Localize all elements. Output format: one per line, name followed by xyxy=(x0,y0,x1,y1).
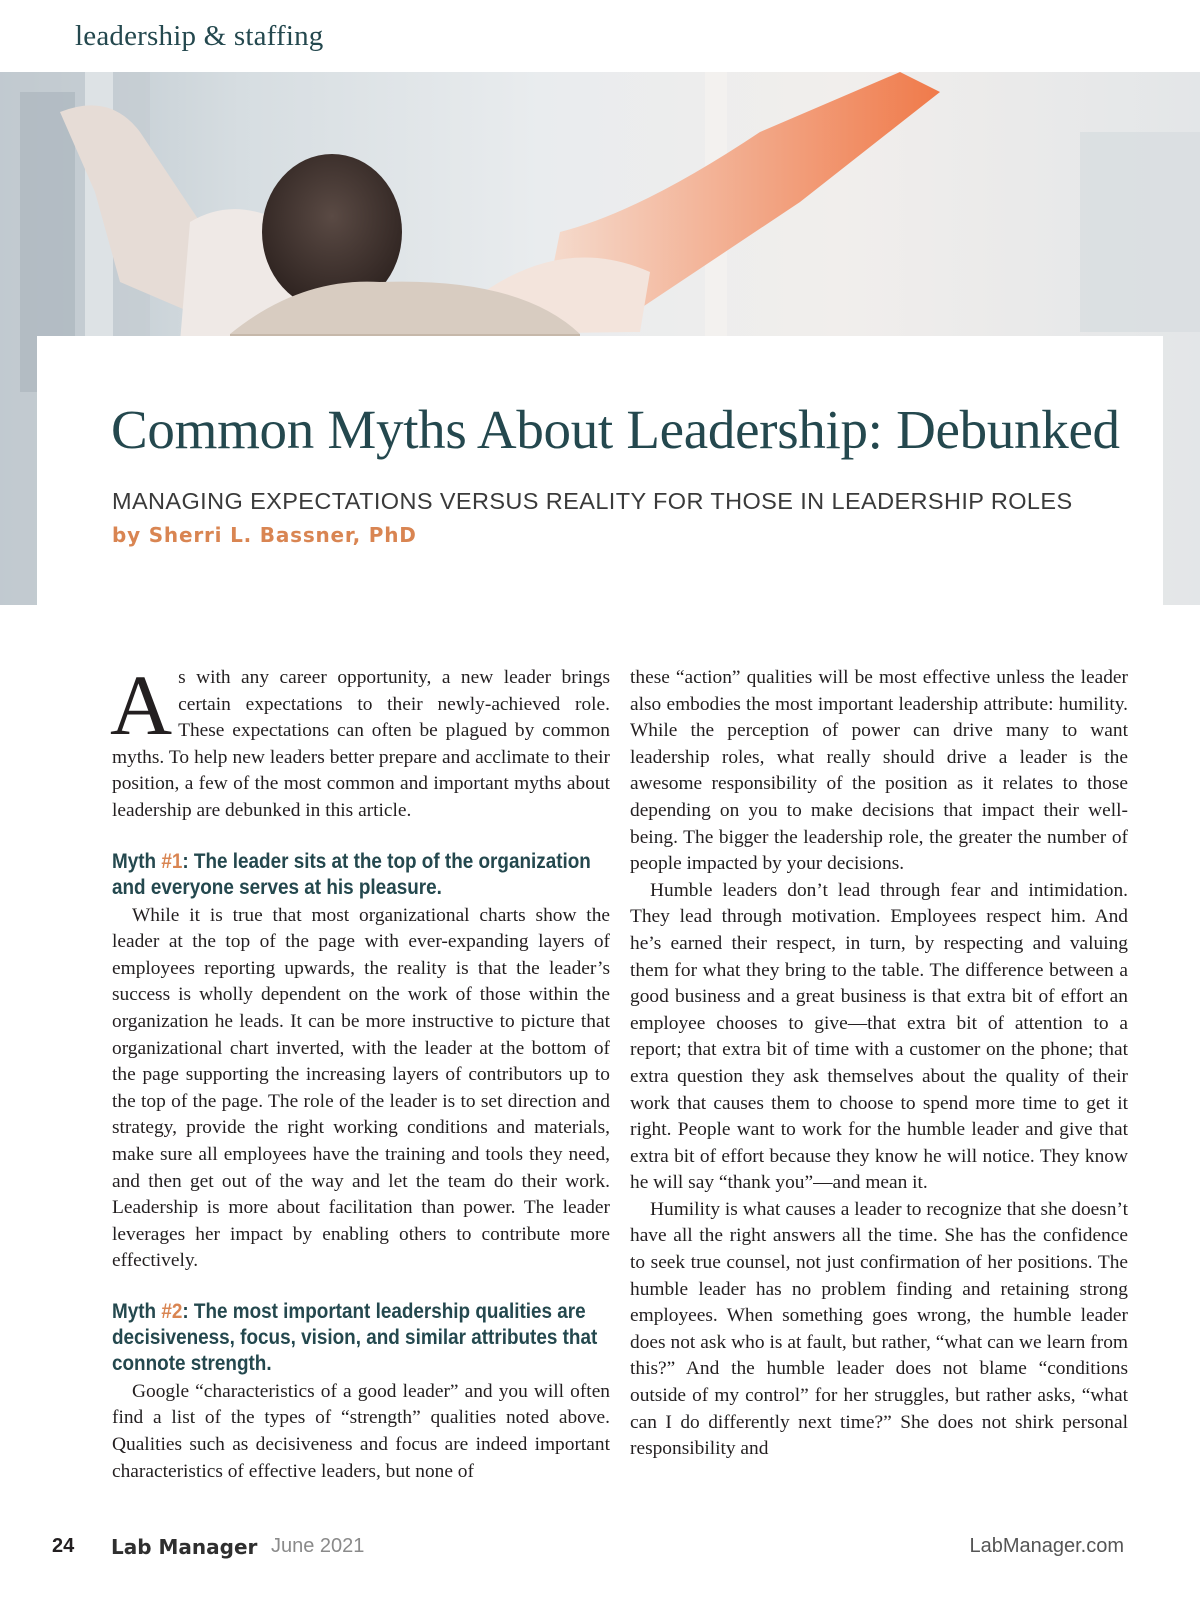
myth2-number: #2 xyxy=(161,1299,183,1323)
myth2-heading xyxy=(112,1299,612,1377)
magazine-name: Lab Manager xyxy=(111,1535,258,1559)
intro-paragraph xyxy=(110,657,610,825)
myth1-body: While it is true that most organizational charts show the leader at the top of the page with ever-expanding layers of employees reporting upwards, the reality is that the leader’s success is wholly dependent on the work of those within the organization he leads. It can be more instructive to picture that organizational chart inverted, with the leader at the bottom of the page supporting the increasing layers of contributors up to the top of the page. The role of the leader is to set direction and strategy, provide the right working conditions and materials, make sure all employees have the training and tools they need, and then get out of the way and let the team do their work. Leadership is more about facilitation than power. The leader leverages her impact by enabling others to contribute more effectively. xyxy=(112,904,610,1272)
page-number: 24 xyxy=(52,1535,75,1557)
myth2-prefix: Myth xyxy=(112,1299,162,1323)
myth1-prefix: Myth xyxy=(112,849,162,873)
right-column xyxy=(630,665,1128,1463)
title-card xyxy=(37,336,1163,606)
website-link[interactable]: LabManager.com xyxy=(969,1535,1124,1557)
issue-date: June 2021 xyxy=(271,1535,365,1557)
article-title: Common Myths About Leadership: Debunked xyxy=(111,399,1120,460)
article-byline: by Sherri L. Bassner, PhD xyxy=(112,523,417,547)
section-label: leadership & staffing xyxy=(75,20,324,52)
article-deck: MANAGING EXPECTATIONS VERSUS REALITY FOR THOSE IN LEADERSHIP ROLES xyxy=(112,488,1073,514)
myth2-heading-text: : The most important leadership qualities are decisiveness, focus, vision, and similar attributes that connote strength. xyxy=(112,1299,598,1375)
myth1-heading xyxy=(112,849,612,901)
right-paragraph-1: these “action” qualities will be most effective unless the leader also embodies the most important leadership attribute: humility. While the perception of power can drive many to want leadership roles, what really should drive a leader is the awesome responsibility of the position as it relates to those depending on you to make decisions that impact their well-being. The bigger the leadership role, the greater the number of people impacted by your decisions. xyxy=(630,667,1128,875)
myth2-body: Google “characteristics of a good leader” and you will often find a list of the types of “strength” qualities noted above. Qualities such as decisiveness and focus are indeed important characteristics of effective leaders, but none of xyxy=(112,1380,610,1482)
left-column xyxy=(110,657,610,1485)
intro-text: s with any career opportunity, a new leader brings certain expectations to their newly-achieved role. These expectations can often be plagued by common myths. To help new leaders better prepare and acclimate to their position, a few of the most common and important myths about leadership are debunked in this article. xyxy=(112,667,610,821)
myth1-heading-text: : The leader sits at the top of the organization and everyone serves at his pleasure. xyxy=(112,849,591,899)
right-paragraph-2: Humble leaders don’t lead through fear and intimidation. They lead through motivation. Employees respect him. And he’s earned their respect, in turn, by respecting and valuing them for what they bring to the table. The difference between a good business and a great business is that extra bit of effort an employee chooses to give—that extra bit of attention to a report; that extra bit of time with a customer on the phone; that extra question they ask themselves about the quality of their work that causes them to choose to spend more time to get it right. People want to work for the humble leader and give that extra bit of effort because they know he will notice. They know he will say “thank you”—and mean it. xyxy=(630,879,1128,1194)
right-paragraph-3: Humility is what causes a leader to recognize that she doesn’t have all the right answers all the time. She has the confidence to seek true counsel, not just confirmation of her positions. The humble leader has no problem finding and retaining strong employees. When something goes wrong, the humble leader does not ask who is at fault, but rather, “what can we learn from this?” And the humble leader does not blame “conditions outside of my control” for her struggles, but rather asks, “what can I do differently next time?” She does not shirk personal responsibility and xyxy=(630,1198,1128,1460)
myth1-number: #1 xyxy=(161,849,183,873)
drop-cap: A xyxy=(110,657,173,753)
